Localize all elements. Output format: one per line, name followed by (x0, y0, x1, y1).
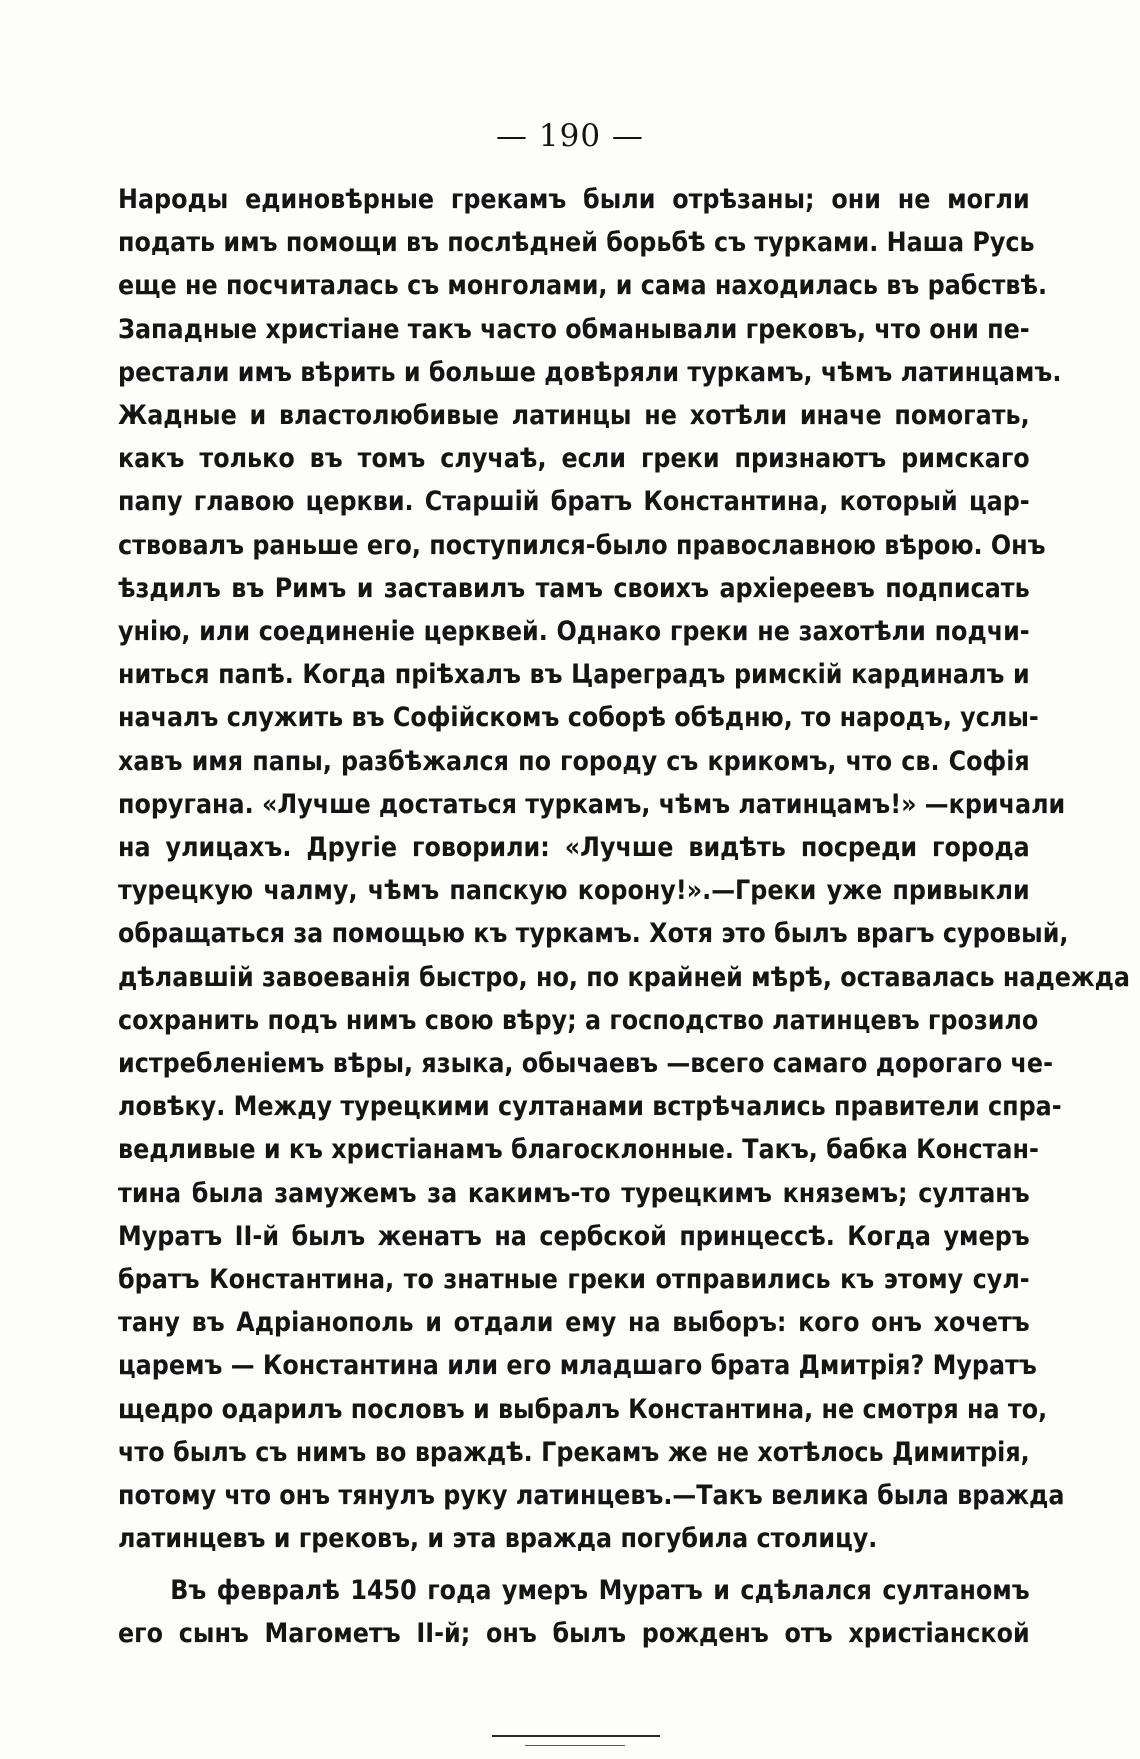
text-line: что былъ съ нимъ во враждѣ. Грекамъ же не хотѣлось Димитрiя, (118, 1436, 1030, 1468)
text-line: тану въ Адрiанополь и отдали ему на выборъ: кого онъ хочетъ (118, 1307, 1030, 1339)
paragraph (118, 1569, 1030, 1655)
text-line: царемъ — Константина или его младшаго брата Дмитрiя? Муратъ (118, 1350, 1037, 1382)
text-line: братъ Константина, то знатные греки отправились къ этому сул- (118, 1264, 1030, 1296)
text-line: обращаться за помощью къ туркамъ. Хотя это былъ врагъ суровый, (118, 918, 1069, 950)
text-line: ствовалъ раньше его, поступился-было православною вѣрою. Онъ (118, 529, 1046, 561)
text-line: турецкую чалму, чѣмъ папскую корону!».—Греки уже привыкли (118, 875, 1030, 907)
text-line: рестали имъ вѣрить и больше довѣряли туркамъ, чѣмъ латинцамъ. (118, 356, 1062, 388)
text-line: Западные христiане такъ часто обманывали грековъ, что они пе- (118, 313, 1030, 345)
footer-rule-thin (525, 1745, 625, 1746)
text-line: еще не посчиталась съ монголами, и сама находилась въ рабствѣ. (118, 270, 1048, 302)
text-line: началъ служить въ Софiйскомъ соборѣ обѣдню, то народъ, услы- (118, 702, 1039, 734)
text-line: Жадные и властолюбивые латинцы не хотѣли иначе помогать, (118, 400, 1030, 432)
text-line: Народы единовѣрные грекамъ были отрѣзаны; они не могли (118, 184, 1030, 215)
text-line: ниться папѣ. Когда прiѣхалъ въ Цареградъ римскiй кардиналъ и (118, 659, 1030, 691)
text-line: сохранить подъ нимъ свою вѣру; а господство латинцевъ грозило (118, 1004, 1039, 1036)
text-line: на улицахъ. Другiе говорили: «Лучше видѣть посреди города (118, 832, 1030, 864)
text-line: поругана. «Лучше достаться туркамъ, чѣмъ латинцамъ!» —кричали (118, 788, 1066, 820)
text-line: какъ только въ томъ случаѣ, если греки признаютъ римскаго (118, 443, 1030, 475)
body-text (118, 178, 1131, 1655)
page-number: — 190 — (496, 118, 644, 154)
text-line: щедро одарилъ пословъ и выбралъ Константина, не смотря на то, (118, 1393, 1048, 1425)
text-line: потому что онъ тянулъ руку латинцевъ.—Такъ велика была вражда (118, 1480, 1065, 1512)
text-line: тина была замужемъ за какимъ-то турецкимъ княземъ; султанъ (118, 1177, 1030, 1209)
text-line: Муратъ II-й былъ женатъ на сербской принцессѣ. Когда умеръ (118, 1220, 1030, 1252)
text-line: латинцевъ и грековъ, и эта вражда погубила столицу. (118, 1523, 878, 1555)
text-line: подать имъ помощи въ послѣдней борьбѣ съ турками. Наша Русь (118, 227, 1035, 259)
text-line: Въ февралѣ 1450 года умеръ Муратъ и сдѣлался султаномъ (170, 1574, 1030, 1606)
text-line: ловѣку. Между турецкими султанами встрѣчались правители спра- (118, 1091, 1062, 1123)
text-line: хавъ имя папы, разбѣжался по городу съ крикомъ, что св. Софiя (118, 745, 1030, 777)
text-line: ведливые и къ христiанамъ благосклонные. Такъ, бабка Констан- (118, 1134, 1039, 1166)
text-line: его сынъ Магометъ II-й; онъ былъ рожденъ отъ христiанской (118, 1617, 1030, 1649)
paragraph-gap (118, 1561, 939, 1569)
text-line: дѣлавшiй завоеванiя быстро, но, по крайней мѣрѣ, оставалась надежда (118, 961, 1131, 993)
paragraph (118, 178, 1131, 1561)
text-line: унiю, или соединенiе церквей. Однако греки не захотѣли подчи- (118, 616, 1030, 648)
text-line: папу главою церкви. Старшiй братъ Константина, который цар- (118, 486, 1030, 518)
text-line: истребленiемъ вѣры, языка, обычаевъ —всего самаго дорогаго че- (118, 1048, 1054, 1080)
text-line: ѣздилъ въ Римъ и заставилъ тамъ своихъ архiереевъ подписать (118, 572, 1030, 604)
footer-rule (492, 1735, 660, 1737)
